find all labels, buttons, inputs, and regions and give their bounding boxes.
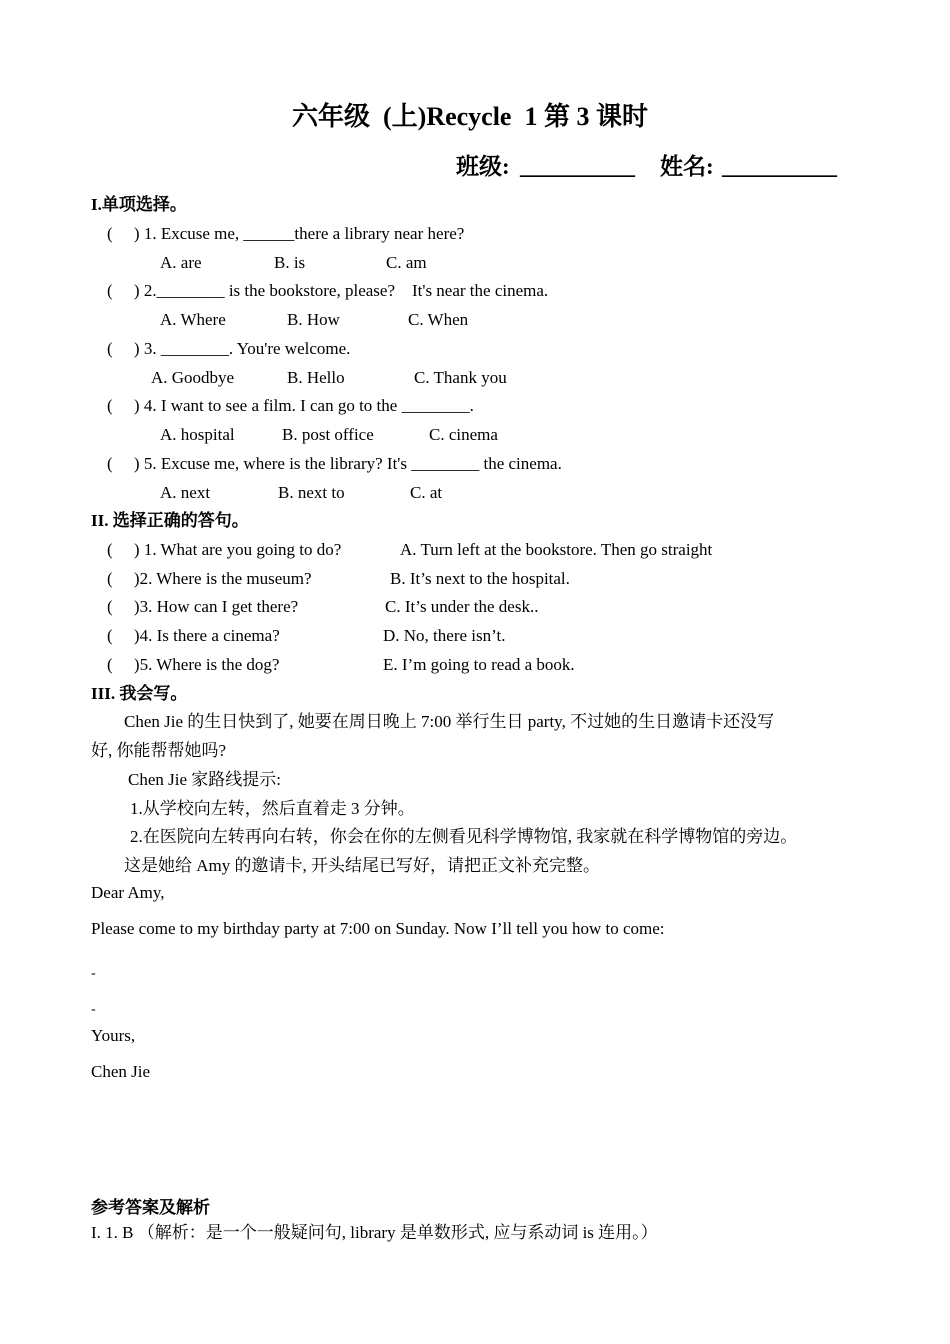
question-stem: ( ) 4. I want to see a film. I can go to the ________.: [107, 396, 474, 415]
answer-line: I. 1. B （解析：是一个一般疑问句, library 是单数形式, 应与系动词 is 连用。）: [91, 1223, 658, 1242]
match-answer: A. Turn left at the bookstore. Then go straight: [400, 540, 713, 559]
match-question: ( )5. Where is the dog?: [107, 655, 280, 674]
intro-line-1: Chen Jie 的生日快到了, 她要在周日晚上 7:00 举行生日 party, 不过她的生日邀请卡还没写: [124, 712, 775, 731]
section3-heading: III. 我会写。: [91, 684, 188, 703]
route-title: Chen Jie 家路线提示:: [128, 770, 281, 789]
section2-heading: II. 选择正确的答句。: [91, 511, 249, 530]
match-answer: D. No, there isn’t.: [383, 626, 506, 645]
option: C. Thank you: [414, 368, 507, 387]
option: A. hospital: [160, 425, 235, 444]
class-label: 班级:: [456, 154, 510, 179]
match-question: ( )3. How can I get there?: [107, 597, 299, 616]
match-question: ( ) 1. What are you going to do?: [107, 540, 342, 559]
option: A. next: [160, 483, 211, 502]
match-answer: C. It’s under the desk..: [385, 597, 539, 616]
match-answer: B. It’s next to the hospital.: [390, 569, 570, 588]
letter-body: Please come to my birthday party at 7:00 on Sunday. Now I’ll tell you how to come:: [91, 919, 665, 938]
option: A. are: [160, 253, 202, 272]
letter-closing: Yours,: [91, 1026, 136, 1045]
writing-line: -: [91, 1002, 96, 1017]
question-stem: ( ) 2.________ is the bookstore, please? It's near the cinema.: [107, 281, 549, 300]
question-stem: ( ) 1. Excuse me, ______there a library near here?: [107, 224, 465, 243]
intro-line-2: 好, 你能帮帮她吗?: [91, 741, 227, 760]
option: B. next to: [278, 483, 345, 502]
match-question: ( )2. Where is the museum?: [107, 569, 312, 588]
option: C. cinema: [429, 425, 498, 444]
option: A. Where: [160, 310, 226, 329]
name-label: 姓名:: [660, 154, 714, 179]
answers-heading: 参考答案及解析: [91, 1198, 210, 1217]
route-step-2: 2.在医院向左转再向右转，你会在你的左侧看见科学博物馆, 我家就在科学博物馆的旁边。: [130, 827, 798, 846]
name-blank: __________: [722, 154, 837, 179]
match-answer: E. I’m going to read a book.: [383, 655, 575, 674]
match-question: ( )4. Is there a cinema?: [107, 626, 280, 645]
option: B. How: [287, 310, 340, 329]
writing-line: -: [91, 966, 96, 981]
class-blank: __________: [520, 154, 635, 179]
option: C. When: [408, 310, 469, 329]
question-stem: ( ) 5. Excuse me, where is the library? It's ________ the cinema.: [107, 454, 562, 473]
option: C. at: [410, 483, 443, 502]
option: B. is: [274, 253, 306, 272]
letter-greeting: Dear Amy,: [91, 883, 165, 902]
section1-heading: I.单项选择。: [91, 195, 187, 214]
letter-signature: Chen Jie: [91, 1062, 151, 1081]
option: B. post office: [282, 425, 374, 444]
page-title: 六年级 (上)Recycle 1 第 3 课时: [292, 102, 648, 131]
instruction-note: 这是她给 Amy 的邀请卡, 开头结尾已写好，请把正文补充完整。: [124, 856, 600, 875]
option: A. Goodbye: [151, 368, 235, 387]
option: C. am: [386, 253, 427, 272]
route-step-1: 1.从学校向左转，然后直着走 3 分钟。: [130, 799, 415, 818]
question-stem: ( ) 3. ________. You're welcome.: [107, 339, 351, 358]
option: B. Hello: [287, 368, 345, 387]
